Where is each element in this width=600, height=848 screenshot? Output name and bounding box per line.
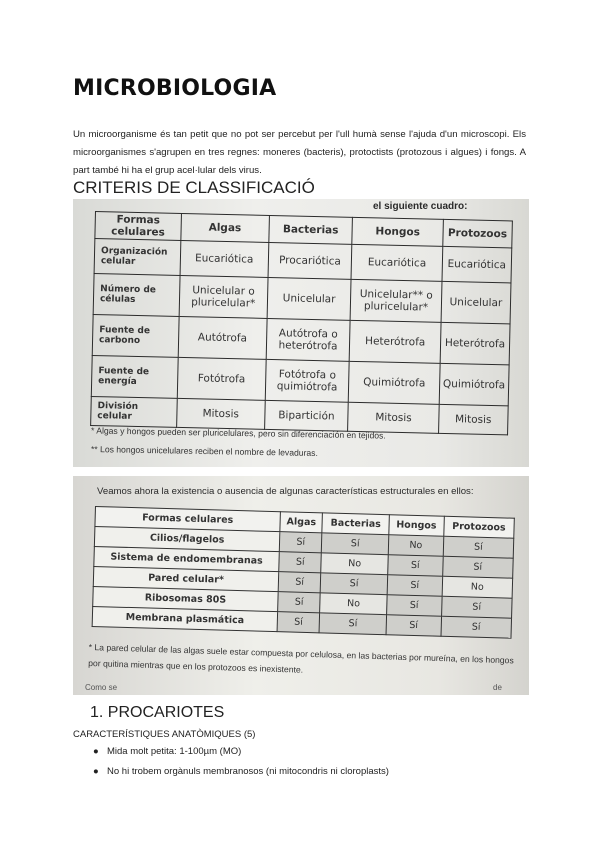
table-cell: Sí <box>386 615 441 637</box>
table-cell: Sí <box>387 575 442 597</box>
table-cell: Mitosis <box>348 402 439 433</box>
table-cell: Quimiótrofa <box>349 361 440 404</box>
photo2-bottom-left-text: Como se <box>85 683 118 692</box>
table-cell: Unicelular** o pluricelular* <box>350 279 441 322</box>
list-item <box>93 762 389 782</box>
subsection-title: 1. PROCARIOTES <box>90 704 225 721</box>
list-item <box>93 742 389 762</box>
table-cell: Unicelular o pluricelular* <box>179 275 268 318</box>
table-cell: Sí <box>278 592 321 613</box>
table-cell: Sí <box>319 613 386 635</box>
classification-table <box>90 211 513 435</box>
table-header: Hongos <box>352 217 443 246</box>
table-cell: No <box>388 535 443 557</box>
table-cell: Unicelular <box>267 277 352 320</box>
row-label: Número de células <box>93 273 180 316</box>
photo1-footnote: ** Los hongos unicelulares reciben el nombre de levaduras. <box>90 444 318 458</box>
bullet-list <box>93 742 389 782</box>
table-cell: Sí <box>279 552 322 573</box>
table-cell: Eucariótica <box>442 246 512 283</box>
table-cell: Heterótrofa <box>350 320 441 363</box>
table-cell: Eucariótica <box>351 244 442 281</box>
row-label: Organización celular <box>94 239 181 276</box>
bullet-icon: ● <box>93 746 99 757</box>
table-cell: Sí <box>442 556 513 578</box>
structures-table <box>92 506 515 639</box>
table-cell: Sí <box>278 572 321 593</box>
page-title: MICROBIOLOGIA <box>73 76 277 101</box>
photo1-footnote: * Algas y hongos pueden ser pluricelulares, pero sin diferenciación en tejidos. <box>90 425 386 441</box>
table-header: Formas celulares <box>95 507 281 532</box>
intro-paragraph: Un microorganisme és tan petit que no pot ser percebut per l'ull humà sense l'ajuda d'un microscopi. Els microorganismes s'agrupen en tres regnes: moneres (bacteris), protoctists (protozous i algues) i fongs. A part també hi ha el grup acel·lular dels virus. <box>73 129 526 176</box>
table-cell: Quimiótrofa <box>439 363 509 406</box>
table-cell: Procariótica <box>268 242 353 279</box>
structures-table-photo <box>73 476 529 695</box>
table-header: Algas <box>280 512 323 533</box>
table-cell: Autótrofa o heterótrofa <box>266 318 351 361</box>
table-cell: Sí <box>443 536 514 558</box>
table-cell: Fotótrofa o quimiótrofa <box>265 359 350 402</box>
table-cell: Sí <box>441 616 512 638</box>
table-cell: No <box>320 593 387 615</box>
table-cell: Autótrofa <box>178 316 267 359</box>
table-header: Hongos <box>389 515 444 537</box>
list-item-text: No hi trobem orgànuls membranosos (ni mitocondris ni cloroplasts) <box>107 766 389 777</box>
classification-table-photo <box>73 199 529 467</box>
bullet-icon: ● <box>93 766 99 777</box>
section-title: CRITERIS DE CLASSIFICACIÓ <box>73 178 315 197</box>
photo2-top-caption: Veamos ahora la existencia o ausencia de algunas características estructurales en ellos: <box>97 486 474 497</box>
row-label: Ribosomas 80S <box>93 586 279 611</box>
table-cell: Sí <box>321 573 388 595</box>
row-label: Pared celular* <box>93 566 279 591</box>
table-cell: Mitosis <box>177 398 265 429</box>
table-cell: Sí <box>279 532 322 553</box>
table-cell: Sí <box>388 555 443 577</box>
table-cell: Sí <box>386 595 441 617</box>
list-item-text: Mida molt petita: 1-100µm (MO) <box>107 746 242 757</box>
row-label: Sistema de endomembranas <box>94 546 280 571</box>
table-cell: No <box>321 553 388 575</box>
table-cell: Fotótrofa <box>177 357 266 400</box>
table-cell: Sí <box>277 612 320 633</box>
table-header: Protozoos <box>444 516 515 538</box>
subsection-heading: CARACTERÍSTIQUES ANATÒMIQUES (5) <box>73 729 256 740</box>
photo2-footnote: * La pared celular de las algas suele estar compuesta por celulosa, en las bacterias por mureína, en los hongos por quitina mientras que en los protozoos es inexistente. <box>88 641 514 675</box>
photo2-bottom-right-text: de <box>493 683 502 692</box>
table-header: Bacterias <box>322 513 389 535</box>
table-header: Formas celulares <box>95 212 181 241</box>
row-label: Cilios/flagelos <box>94 527 280 552</box>
table-cell: Unicelular <box>441 281 511 324</box>
row-label: Fuente de energía <box>91 355 178 398</box>
table-cell: Mitosis <box>438 404 508 435</box>
table-header: Algas <box>181 213 269 242</box>
row-label: Membrana plasmática <box>92 606 278 631</box>
table-cell: Eucariótica <box>180 240 269 277</box>
table-header: Protozoos <box>443 219 513 248</box>
row-label: División celular <box>91 396 178 427</box>
table-cell: Heterótrofa <box>440 322 510 365</box>
table-cell: Sí <box>441 596 512 618</box>
table-cell: Sí <box>322 533 389 555</box>
photo1-top-caption: el siguiente cuadro: <box>373 201 468 212</box>
table-cell: No <box>442 576 513 598</box>
table-header: Bacterias <box>269 215 353 244</box>
row-label: Fuente de carbono <box>92 314 179 357</box>
table-cell: Bipartición <box>264 400 348 431</box>
